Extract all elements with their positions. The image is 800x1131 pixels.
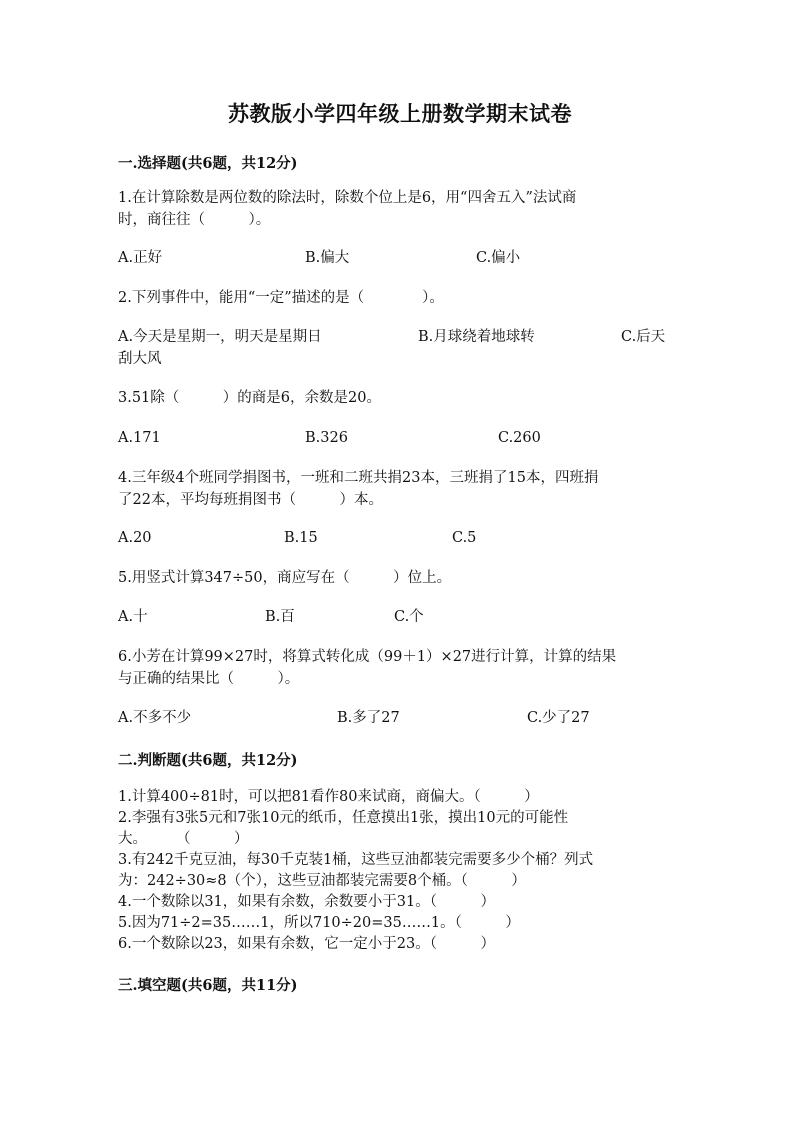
question-1-option-a: A.正好 — [118, 250, 163, 266]
question-6-line-1: 6.小芳在计算99×27时，将算式转化成（99＋1）×27进行计算，计算的结果 — [118, 649, 617, 665]
question-6-option-c: C.少了27 — [527, 710, 590, 726]
judgment-line-7: 5.因为71÷2=35……1，所以710÷20=35……1。（ ） — [118, 915, 520, 931]
question-3-option-c: C.260 — [498, 430, 541, 446]
question-4-line-1: 4.三年级4个班同学捐图书，一班和二班共捐23本，三班捐了15本，四班捐 — [118, 470, 599, 486]
question-2-option-c-continued: 刮大风 — [118, 351, 162, 367]
judgment-line-1: 1.计算400÷81时，可以把81看作80来试商，商偏大。（ ） — [118, 789, 539, 805]
judgment-line-2: 2.李强有3张5元和7张10元的纸币，任意摸出1张，摸出10元的可能性 — [118, 810, 569, 826]
question-2-option-c: C.后天 — [621, 329, 666, 345]
question-4-option-b: B.15 — [284, 530, 318, 546]
question-2-line-1: 2.下列事件中，能用“一定”描述的是（ ）。 — [118, 290, 444, 306]
question-5-option-c: C.个 — [394, 609, 424, 625]
judgment-line-3: 大。 （ ） — [118, 831, 249, 847]
section-header-choice: 一.选择题(共6题，共12分) — [118, 155, 298, 172]
question-5-option-a: A.十 — [118, 609, 148, 625]
question-3-line-1: 3.51除（ ）的商是6，余数是20。 — [118, 390, 381, 406]
question-6-option-a: A.不多不少 — [118, 710, 192, 726]
question-5-line-1: 5.用竖式计算347÷50，商应写在（ ）位上。 — [118, 570, 452, 586]
question-1-line-2: 时，商往往（ ）。 — [118, 212, 271, 228]
question-5-option-b: B.百 — [265, 609, 295, 625]
page-title: 苏教版小学四年级上册数学期末试卷 — [228, 101, 572, 126]
judgment-line-4: 3.有242千克豆油，每30千克装1桶，这些豆油都装完需要多少个桶？列式 — [118, 852, 594, 868]
question-3-option-a: A.171 — [118, 430, 161, 446]
question-6-line-2: 与正确的结果比（ ）。 — [118, 671, 300, 687]
question-1-option-c: C.偏小 — [476, 250, 521, 266]
question-2-option-b: B.月球绕着地球转 — [418, 329, 535, 345]
section-header-fill-blank: 三.填空题(共6题，共11分) — [118, 977, 298, 994]
question-1-line-1: 1.在计算除数是两位数的除法时，除数个位上是6，用“四舍五入”法试商 — [118, 190, 577, 206]
question-4-option-a: A.20 — [118, 530, 152, 546]
section-header-true-false: 二.判断题(共6题，共12分) — [118, 752, 298, 769]
question-4-line-2: 了22本，平均每班捐图书（ ）本。 — [118, 492, 383, 508]
judgment-line-5: 为：242÷30≈8（个），这些豆油都装完需要8个桶。（ ） — [118, 873, 526, 889]
question-4-option-c: C.5 — [452, 530, 477, 546]
question-6-option-b: B.多了27 — [337, 710, 400, 726]
question-1-option-b: B.偏大 — [305, 250, 350, 266]
judgment-line-8: 6.一个数除以23，如果有余数，它一定小于23。（ ） — [118, 936, 495, 952]
question-3-option-b: B.326 — [305, 430, 348, 446]
question-2-option-a: A.今天是星期一，明天是星期日 — [118, 329, 322, 345]
judgment-line-6: 4.一个数除以31，如果有余数，余数要小于31。（ ） — [118, 894, 495, 910]
